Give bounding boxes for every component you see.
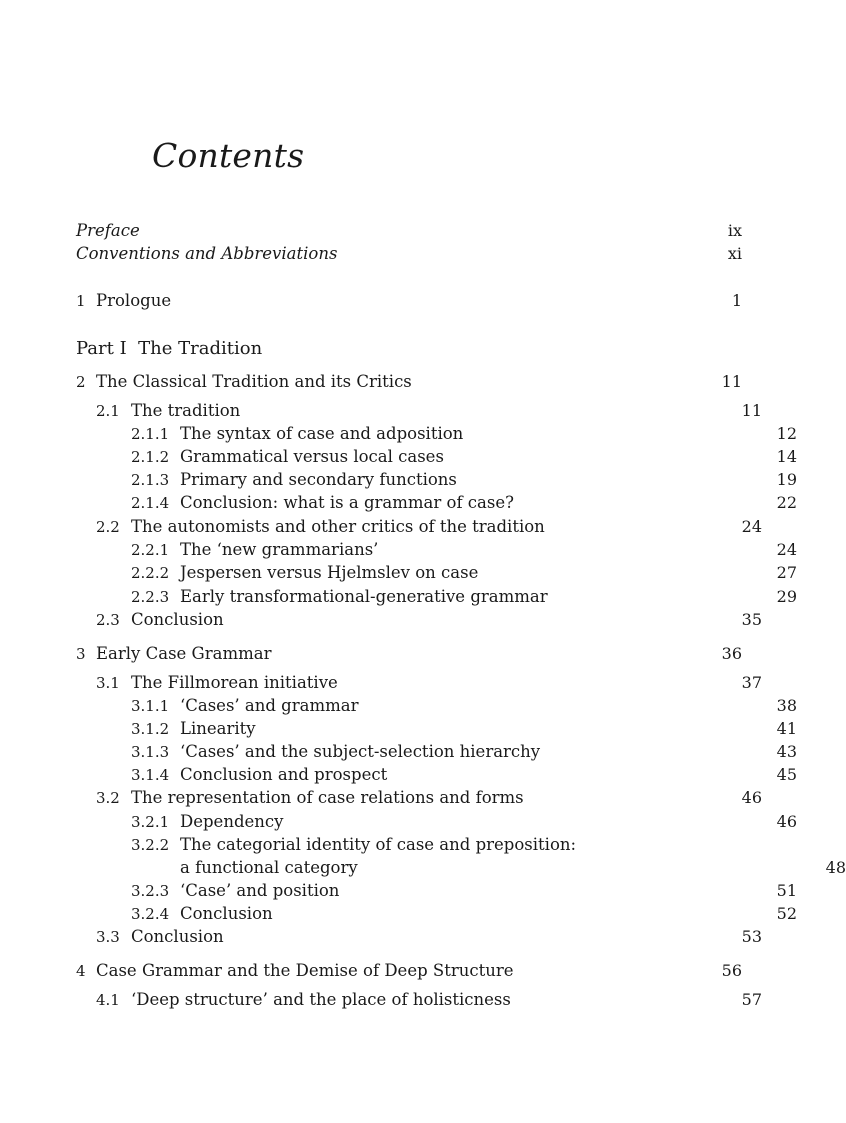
entry-number: 3.3 <box>96 928 120 946</box>
toc-entry-chapter-2[interactable] <box>76 371 742 393</box>
page-number: 12 <box>776 424 797 443</box>
entry-number: 2.2.3 <box>131 588 170 606</box>
toc-entry-section-3-2[interactable] <box>76 787 762 809</box>
page-number: 27 <box>776 563 797 582</box>
toc-entry-section-3-1[interactable] <box>76 672 762 694</box>
entry-label: The categorial identity of case and preposition: <box>180 835 577 854</box>
toc-entry-subsection-2-1-4[interactable] <box>76 492 797 514</box>
entry-number: 3.2.4 <box>131 905 170 923</box>
page-number: ix <box>727 221 742 240</box>
toc-entry-section-2-3[interactable] <box>76 609 762 631</box>
entry-label: The representation of case relations and forms <box>131 788 524 807</box>
entry-label: Early Case Grammar <box>96 644 272 663</box>
entry-number: 3.1.4 <box>131 766 170 784</box>
toc-entry-subsection-3-1-4[interactable] <box>76 764 797 786</box>
entry-number: 3.2.2 <box>131 836 170 854</box>
entry-number: 3.2.1 <box>131 813 170 831</box>
page-number: 36 <box>721 644 742 663</box>
entry-number: 2.2 <box>96 518 120 536</box>
page-number: 46 <box>776 812 797 831</box>
entry-label: The autonomists and other critics of the tradition <box>131 517 545 536</box>
toc-entry-chapter-4[interactable] <box>76 960 742 982</box>
entry-number: 2.2.1 <box>131 541 170 559</box>
entry-label: Preface <box>76 221 140 240</box>
entry-number: 3.2.3 <box>131 882 170 900</box>
page-title: Contents <box>152 136 305 175</box>
toc-entry-subsection-3-2-2[interactable] <box>76 834 797 856</box>
entry-label: Early transformational-generative grammar <box>180 587 548 606</box>
toc-entry-section-2-1[interactable] <box>76 400 762 422</box>
page-number: 57 <box>741 990 762 1009</box>
toc-entry-preface[interactable] <box>76 220 742 242</box>
page-number: 14 <box>776 447 797 466</box>
page-number: 51 <box>776 881 797 900</box>
entry-label: Dependency <box>180 812 284 831</box>
page-number: 41 <box>776 719 797 738</box>
entry-number: 3.1 <box>96 674 120 692</box>
toc-entry-section-3-3[interactable] <box>76 926 762 948</box>
entry-number: 3.1.2 <box>131 720 170 738</box>
entry-label: The Fillmorean initiative <box>131 673 338 692</box>
toc-entry-section-4-1[interactable] <box>76 989 762 1011</box>
page-number: 56 <box>721 961 742 980</box>
entry-number: 3.1.1 <box>131 697 170 715</box>
toc-entry-subsection-2-2-2[interactable] <box>76 562 797 584</box>
toc-part-heading[interactable] <box>76 336 742 362</box>
entry-label: Grammatical versus local cases <box>180 447 444 466</box>
page-number: 45 <box>776 765 797 784</box>
entry-label: Conclusion <box>131 610 224 629</box>
entry-number: 2.1.1 <box>131 425 170 443</box>
page-number: 46 <box>741 788 762 807</box>
entry-number: 3.1.3 <box>131 743 170 761</box>
page-number: 35 <box>741 610 762 629</box>
entry-number: 1 <box>76 292 86 310</box>
entry-label: ‘Cases’ and the subject-selection hierarchy <box>180 742 541 761</box>
entry-number: 2 <box>76 373 86 391</box>
page-number: 43 <box>776 742 797 761</box>
toc-entry-subsection-2-1-2[interactable] <box>76 446 797 468</box>
entry-label: ‘Deep structure’ and the place of holisticness <box>131 990 511 1009</box>
page-number: 22 <box>776 493 797 512</box>
entry-label: Case Grammar and the Demise of Deep Structure <box>96 961 514 980</box>
entry-number: 2.2.2 <box>131 564 170 582</box>
entry-label: The ‘new grammarians’ <box>180 540 379 559</box>
entry-label-continued: a functional category <box>180 858 358 877</box>
toc-entry-chapter-3[interactable] <box>76 643 742 665</box>
part-label: Part I <box>76 338 127 359</box>
entry-label: Conventions and Abbreviations <box>76 244 338 263</box>
page-number: 52 <box>776 904 797 923</box>
page-number: 38 <box>776 696 797 715</box>
page-number: 48 <box>825 858 846 877</box>
page-number: 29 <box>776 587 797 606</box>
entry-number: 3 <box>76 645 86 663</box>
toc-entry-subsection-3-2-1[interactable] <box>76 811 797 833</box>
entry-number: 4 <box>76 962 86 980</box>
entry-label: Conclusion: what is a grammar of case? <box>180 493 514 512</box>
table-of-contents <box>76 0 846 1123</box>
entry-label: Conclusion <box>131 927 224 946</box>
entry-label: The Classical Tradition and its Critics <box>96 372 412 391</box>
entry-label: The tradition <box>131 401 241 420</box>
toc-entry-chapter-1[interactable] <box>76 290 742 312</box>
entry-number: 2.1.2 <box>131 448 170 466</box>
page-number: 24 <box>776 540 797 559</box>
entry-number: 2.1.3 <box>131 471 170 489</box>
page-number: 11 <box>741 401 762 420</box>
toc-entry-subsection-2-1-1[interactable] <box>76 423 797 445</box>
entry-label: ‘Cases’ and grammar <box>180 696 359 715</box>
toc-entry-subsection-3-2-2-continued[interactable] <box>76 857 846 879</box>
entry-number: 2.3 <box>96 611 120 629</box>
entry-label: Primary and secondary functions <box>180 470 457 489</box>
page-number: 1 <box>731 291 742 310</box>
entry-number: 3.2 <box>96 789 120 807</box>
page-number: 37 <box>741 673 762 692</box>
toc-entry-subsection-3-1-3[interactable] <box>76 741 797 763</box>
toc-entry-section-2-2[interactable] <box>76 516 762 538</box>
page-number: 19 <box>776 470 797 489</box>
toc-entry-conventions[interactable] <box>76 243 742 265</box>
entry-label: Linearity <box>180 719 256 738</box>
entry-label: Prologue <box>96 291 172 310</box>
entry-number: 4.1 <box>96 991 120 1009</box>
page-number: xi <box>727 244 742 263</box>
entry-label: Conclusion <box>180 904 273 923</box>
toc-entry-subsection-3-1-2[interactable] <box>76 718 797 740</box>
toc-entry-subsection-2-2-3[interactable] <box>76 586 797 608</box>
entry-label: Jespersen versus Hjelmslev on case <box>180 563 479 582</box>
toc-entry-subsection-3-1-1[interactable] <box>76 695 797 717</box>
part-title: The Tradition <box>138 338 263 359</box>
entry-label: Conclusion and prospect <box>180 765 388 784</box>
toc-entry-subsection-3-2-4[interactable] <box>76 903 797 925</box>
toc-entry-subsection-2-1-3[interactable] <box>76 469 797 491</box>
entry-label: The syntax of case and adposition <box>180 424 464 443</box>
entry-number: 2.1 <box>96 402 120 420</box>
page-number: 24 <box>741 517 762 536</box>
page-number: 11 <box>721 372 742 391</box>
toc-entry-subsection-2-2-1[interactable] <box>76 539 797 561</box>
entry-number: 2.1.4 <box>131 494 170 512</box>
entry-label: ‘Case’ and position <box>180 881 340 900</box>
page-number: 53 <box>741 927 762 946</box>
toc-entry-subsection-3-2-3[interactable] <box>76 880 797 902</box>
